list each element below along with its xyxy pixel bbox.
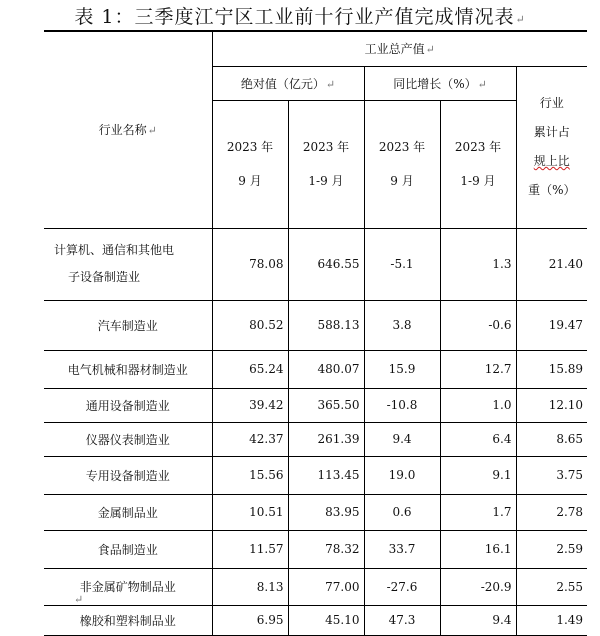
abs-cum-cell: 365.50 [288, 388, 364, 422]
yoy-sep-cell: 0.6 [364, 494, 440, 530]
share-cell: 1.49 [516, 605, 587, 635]
table-row [44, 568, 587, 605]
abs-sep-cell: 11.57 [212, 530, 288, 568]
abs-cum-cell: 480.07 [288, 350, 364, 388]
abs-cum-cell: 261.39 [288, 422, 364, 456]
industry-name: 专用设备制造业 [44, 456, 212, 494]
abs-sep-cell: 8.13 [212, 568, 288, 605]
yoy-sep-cell: 9.4 [364, 422, 440, 456]
yoy-cum-cell: -20.9 [440, 568, 516, 605]
industry-name: 仪器仪表制造业 [44, 422, 212, 456]
abs-sep-cell: 78.08 [212, 228, 288, 300]
yoy-sep-cell: 47.3 [364, 605, 440, 635]
abs-sep-cell: 42.37 [212, 422, 288, 456]
share-cell: 15.89 [516, 350, 587, 388]
share-cell: 19.47 [516, 300, 587, 350]
abs-sep-cell: 15.56 [212, 456, 288, 494]
header-abs-sep: 2023 年 9 月 [212, 100, 288, 228]
industry-name: 汽车制造业 [44, 300, 212, 350]
header-total-output: 工业总产值↵ [212, 31, 587, 66]
header-abs-jan-sep: 2023 年 1-9 月 [288, 100, 364, 228]
yoy-cum-cell: 1.3 [440, 228, 516, 300]
table-row [44, 456, 587, 494]
share-cell: 2.78 [516, 494, 587, 530]
yoy-cum-cell: -0.6 [440, 300, 516, 350]
industry-output-table [44, 30, 587, 636]
yoy-sep-cell: 15.9 [364, 350, 440, 388]
yoy-sep-cell: -27.6 [364, 568, 440, 605]
paragraph-mark: ↵ [74, 593, 84, 606]
table-row [44, 350, 587, 388]
abs-cum-cell: 588.13 [288, 300, 364, 350]
table-caption: 表 1：三季度江宁区工业前十行业产值完成情况表↵ [74, 6, 526, 28]
abs-cum-cell: 77.00 [288, 568, 364, 605]
header-yoy-sep: 2023 年 9 月 [364, 100, 440, 228]
yoy-sep-cell: 3.8 [364, 300, 440, 350]
header-yoy-growth: 同比增长（%）↵ [364, 66, 516, 100]
share-cell: 2.55 [516, 568, 587, 605]
header-yoy-jan-sep: 2023 年 1-9 月 [440, 100, 516, 228]
yoy-cum-cell: 1.7 [440, 494, 516, 530]
table-row [44, 605, 587, 635]
industry-name: 橡胶和塑料制品业 [44, 605, 212, 635]
industry-name: 计算机、通信和其他电 子设备制造业 [44, 228, 212, 300]
yoy-cum-cell: 6.4 [440, 422, 516, 456]
yoy-cum-cell: 9.1 [440, 456, 516, 494]
abs-cum-cell: 646.55 [288, 228, 364, 300]
industry-name: 食品制造业 [44, 530, 212, 568]
header-industry-name: 行业名称↵ [44, 31, 212, 228]
yoy-sep-cell: 19.0 [364, 456, 440, 494]
abs-sep-cell: 10.51 [212, 494, 288, 530]
table-row [44, 300, 587, 350]
yoy-sep-cell: -5.1 [364, 228, 440, 300]
abs-sep-cell: 6.95 [212, 605, 288, 635]
yoy-cum-cell: 9.4 [440, 605, 516, 635]
table-row [44, 228, 587, 300]
table-row [44, 530, 587, 568]
share-cell: 21.40 [516, 228, 587, 300]
industry-name: 非金属矿物制品业 [44, 568, 212, 605]
yoy-cum-cell: 16.1 [440, 530, 516, 568]
industry-name: 通用设备制造业 [44, 388, 212, 422]
abs-sep-cell: 39.42 [212, 388, 288, 422]
share-cell: 12.10 [516, 388, 587, 422]
abs-cum-cell: 45.10 [288, 605, 364, 635]
industry-name: 电气机械和器材制造业 [44, 350, 212, 388]
share-cell: 2.59 [516, 530, 587, 568]
header-absolute-value: 绝对值（亿元）↵ [212, 66, 364, 100]
yoy-sep-cell: 33.7 [364, 530, 440, 568]
yoy-cum-cell: 1.0 [440, 388, 516, 422]
industry-name: 金属制品业 [44, 494, 212, 530]
yoy-sep-cell: -10.8 [364, 388, 440, 422]
table-row [44, 388, 587, 422]
table-row [44, 422, 587, 456]
abs-cum-cell: 83.95 [288, 494, 364, 530]
header-share: 行业 累计占 规上比 重（%） [516, 66, 587, 228]
abs-cum-cell: 113.45 [288, 456, 364, 494]
abs-sep-cell: 65.24 [212, 350, 288, 388]
abs-sep-cell: 80.52 [212, 300, 288, 350]
yoy-cum-cell: 12.7 [440, 350, 516, 388]
share-cell: 8.65 [516, 422, 587, 456]
share-cell: 3.75 [516, 456, 587, 494]
abs-cum-cell: 78.32 [288, 530, 364, 568]
table-row [44, 494, 587, 530]
